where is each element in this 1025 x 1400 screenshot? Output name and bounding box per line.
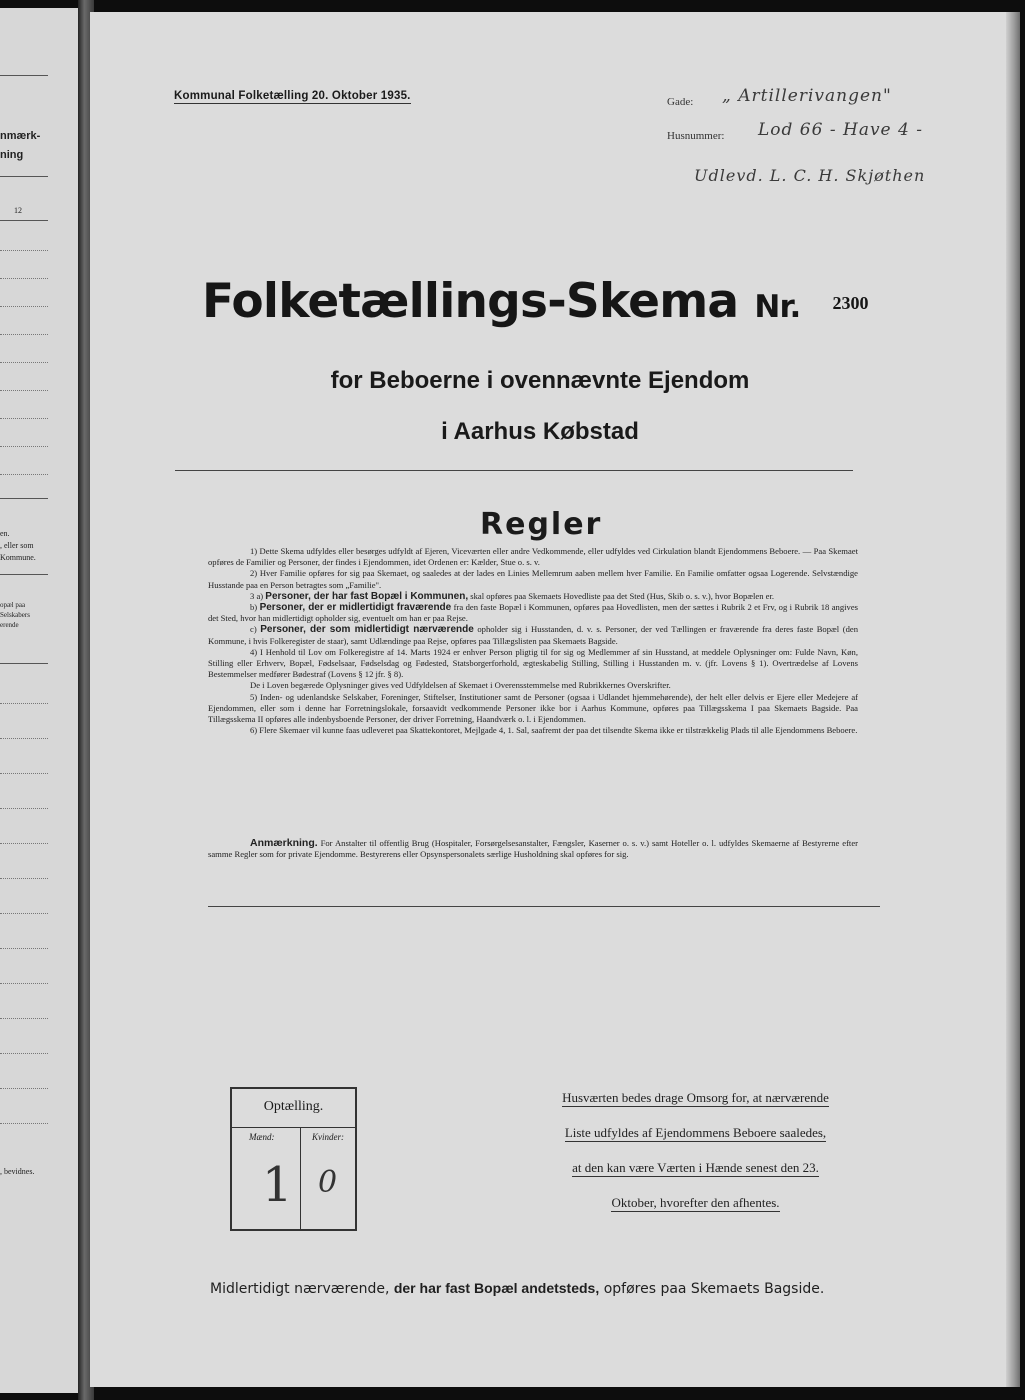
divider xyxy=(0,176,48,177)
rule-3b-number: b) xyxy=(250,602,258,613)
notice-line-2 xyxy=(533,1125,858,1141)
nr-label: Nr. xyxy=(754,289,801,325)
dotted-line xyxy=(0,983,48,985)
dotted-line xyxy=(0,278,48,280)
left-text-5: Selskabers xyxy=(0,611,30,619)
dotted-line xyxy=(0,334,48,336)
rules-heading: Regler xyxy=(480,507,603,542)
rule-4b: De i Loven begærede Oplysninger gives ved Udfyldelsen af Skemaet i Overensstemmelse med Rubrikkernes Overskrifter. xyxy=(250,680,671,691)
note-paragraph xyxy=(208,838,858,860)
dotted-line xyxy=(0,1018,48,1020)
dotted-line xyxy=(0,362,48,364)
rule-3b-bold: Personer, der er midlertidigt fraværende xyxy=(259,602,452,614)
count-box-column-divider xyxy=(300,1127,301,1229)
rule-3a-text: skal opføres paa Skemaets Hovedliste paa det Sted (Hus, Skib o. s. v.), hvor Bopælen er. xyxy=(470,590,775,601)
dotted-line xyxy=(0,738,48,740)
divider xyxy=(0,75,48,76)
dotted-line xyxy=(0,843,48,845)
divider xyxy=(0,574,48,575)
note-text: For Anstalter til offentlig Brug (Hospitaler, Forsørgelsesanstalter, Fængsler, Kaserner o. s. v.) samt Hoteller o. l. udfyldes Skemaerne af Bestyrerne efter samme Regler som for private Ejendomme. Bestyrerens eller Opsynspersonalets særlige Husholdning skal opføres for sig. xyxy=(208,838,858,860)
dotted-line xyxy=(0,948,48,950)
husnummer-value: Lod 66 - Have 4 - xyxy=(758,120,923,140)
dotted-line xyxy=(0,250,48,252)
dotted-line xyxy=(0,913,48,915)
subtitle-2: i Aarhus Købstad xyxy=(441,418,639,445)
women-count: 0 xyxy=(318,1165,339,1200)
divider xyxy=(175,470,853,471)
count-box-divider xyxy=(232,1127,355,1128)
left-text-6: erende xyxy=(0,621,19,629)
men-count: 1 xyxy=(262,1157,294,1213)
notice-line-3 xyxy=(533,1160,858,1176)
rule-4: 4) I Henhold til Lov om Folkeregistre af 14. Marts 1924 er enhver Person pligtig til for sig og Medlemmer af sin Husstand, at meddele Oplysninger om: Fulde Navn, Køn, Stilling eller Erhverv, Bopæl, Fødselsaar, Fødselsdag og Fødested, Statsborgerforhold, ægteskabelig Stilling, Stilling i Husstanden m. v. (jfr. Lovens § 1). Overtrædelse af Lovens Bestemmelser medfører Bødestraf (Lovens § 12 jfr. § 8). xyxy=(208,646,858,680)
dotted-line xyxy=(0,390,48,392)
title-text: Folketællings-Skema xyxy=(202,274,739,329)
divider xyxy=(208,906,880,907)
note-label: Anmærkning. xyxy=(250,837,318,849)
subtitle-1: for Beboerne i ovennævnte Ejendom xyxy=(330,367,750,394)
dotted-line xyxy=(0,1053,48,1055)
dotted-line xyxy=(0,474,48,476)
rule-3c-bold: Personer, der som midlertidigt nærværende xyxy=(260,624,474,636)
count-box-title: Optælling. xyxy=(263,1099,324,1114)
owner-handwritten: Udlevd. L. C. H. Skjøthen xyxy=(694,166,926,185)
rule-2: 2) Hver Familie opføres for sig paa Skemaet, og saaledes at der lades en Linies Mellemrum aaben mellem hver Familie. En Familie omfatter ogsaa Logerende. Selvstændige Husstande paa en Person betragtes som „Familie". xyxy=(208,568,858,590)
left-text-1: en. xyxy=(0,529,10,538)
left-facing-page xyxy=(0,8,84,1393)
page-edge-shadow xyxy=(1006,12,1020,1387)
divider xyxy=(0,498,48,499)
rule-3c-text: opholder sig i Husstanden, d. v. s. Personer, der ved Tællingen er fraværende fra deres faste Bopæl (den Kommune, i hvis Folkeregister de staar), samt Udlændinge paa Rejse, opføres paa Tillægslisten paa Skemaets Bagside. xyxy=(208,624,858,646)
notice-line-4-text: Oktober, hvorefter den afhentes. xyxy=(611,1195,780,1210)
rule-3c-number: c) xyxy=(250,624,257,635)
divider xyxy=(0,220,48,221)
left-text-3: Kommune. xyxy=(0,553,36,562)
rule-3a xyxy=(208,591,858,602)
notice-line-1-text: Husværten bedes drage Omsorg for, at nærværende xyxy=(562,1090,829,1105)
rules-text xyxy=(208,546,858,736)
dotted-line xyxy=(0,1088,48,1090)
rule-5: 5) Inden- og udenlandske Selskaber, Foreninger, Stiftelser, Institutioner samt de Personer (ogsaa i Udlandet hjemmehørende), der helt eller delvis er Ejere eller Medejere af Ejendommen, eller som i denne har Forretningslokale, forsaavidt vedkommende Personer ikke bor i Aarhus Kommune, opføres paa Tillægsskema I paa Skemaets Bagside. Paa Tillægsskema II opføres alle indenbysboende Personer, der driver Forretning, Haandværk o. l. i Ejendommen. xyxy=(208,691,858,725)
left-column-number: 12 xyxy=(14,206,22,215)
women-label: Kvinder: xyxy=(312,1132,344,1142)
rule-1: 1) Dette Skema udfyldes eller besørges udfyldt af Ejeren, Viceværten eller andre Vedkommende, eller udfyldes ved Cirkulation blandt Ejendommens Beboere. — Paa Skemaet opføres de Familier og Personer, der findes i Ejendommen, idet Ordenen er: Kælder, Stue o. s. v. xyxy=(208,546,858,568)
census-title: Kommunal Folketælling 20. Oktober 1935. xyxy=(174,90,411,102)
dotted-line xyxy=(0,773,48,775)
men-label: Mænd: xyxy=(249,1132,275,1142)
notice-line-1 xyxy=(533,1090,858,1106)
rule-6: 6) Flere Skemaer vil kunne faas udleveret paa Skattekontoret, Mejlgade 4, 1. Sal, saafremt der paa det tilsendte Skema ikke er tilstrækkelig Plads til alle Ejendommens Beboere. xyxy=(250,725,858,736)
left-text-2: , eller som xyxy=(0,541,34,550)
form-main-title xyxy=(202,274,869,329)
notice-line-3-text: at den kan være Værten i Hænde senest den 23. xyxy=(572,1160,819,1175)
footer-part-2: der har fast Bopæl andetsteds, xyxy=(393,1280,600,1296)
dotted-line xyxy=(0,1123,48,1125)
dotted-line xyxy=(0,878,48,880)
census-form-page xyxy=(90,12,1020,1387)
rule-3a-bold: Personer, der har fast Bopæl i Kommunen, xyxy=(265,590,469,602)
dotted-line xyxy=(0,446,48,448)
rule-3a-number: 3 a) xyxy=(250,590,264,601)
gade-value: „ Artillerivangen" xyxy=(722,86,892,106)
gade-label: Gade: xyxy=(667,96,694,108)
notice-line-2-text: Liste udfyldes af Ejendommens Beboere saaledes, xyxy=(564,1125,827,1140)
left-text-4: opæl paa xyxy=(0,601,26,609)
count-box xyxy=(230,1087,357,1231)
dotted-line xyxy=(0,808,48,810)
dotted-line xyxy=(0,306,48,308)
footer-part-3: opføres paa Skemaets Bagside. xyxy=(603,1281,825,1297)
footer-text xyxy=(210,1280,824,1297)
rule-3b xyxy=(208,602,858,624)
dotted-line xyxy=(0,703,48,705)
footer-part-1: Midlertidigt nærværende, xyxy=(210,1281,390,1297)
dotted-line xyxy=(0,418,48,420)
form-number: 2300 xyxy=(832,293,869,313)
left-heading-2: ning xyxy=(0,149,24,161)
rule-3b-text: fra den faste Bopæl i Kommunen, opføres paa Hovedlisten, men der sættes i Rubrik 2 et Frv, og i Rubrik 18 angives det Sted, hvor han midlertidigt opholder sig, eventuelt om han er paa Rejse. xyxy=(208,602,858,624)
notice-line-4 xyxy=(533,1195,858,1211)
left-heading-1: nmærk- xyxy=(0,130,41,142)
left-text-7: , bevidnes. xyxy=(0,1167,35,1176)
divider xyxy=(0,663,48,664)
husnummer-label: Husnummer: xyxy=(667,130,725,142)
rule-3c xyxy=(208,624,858,646)
